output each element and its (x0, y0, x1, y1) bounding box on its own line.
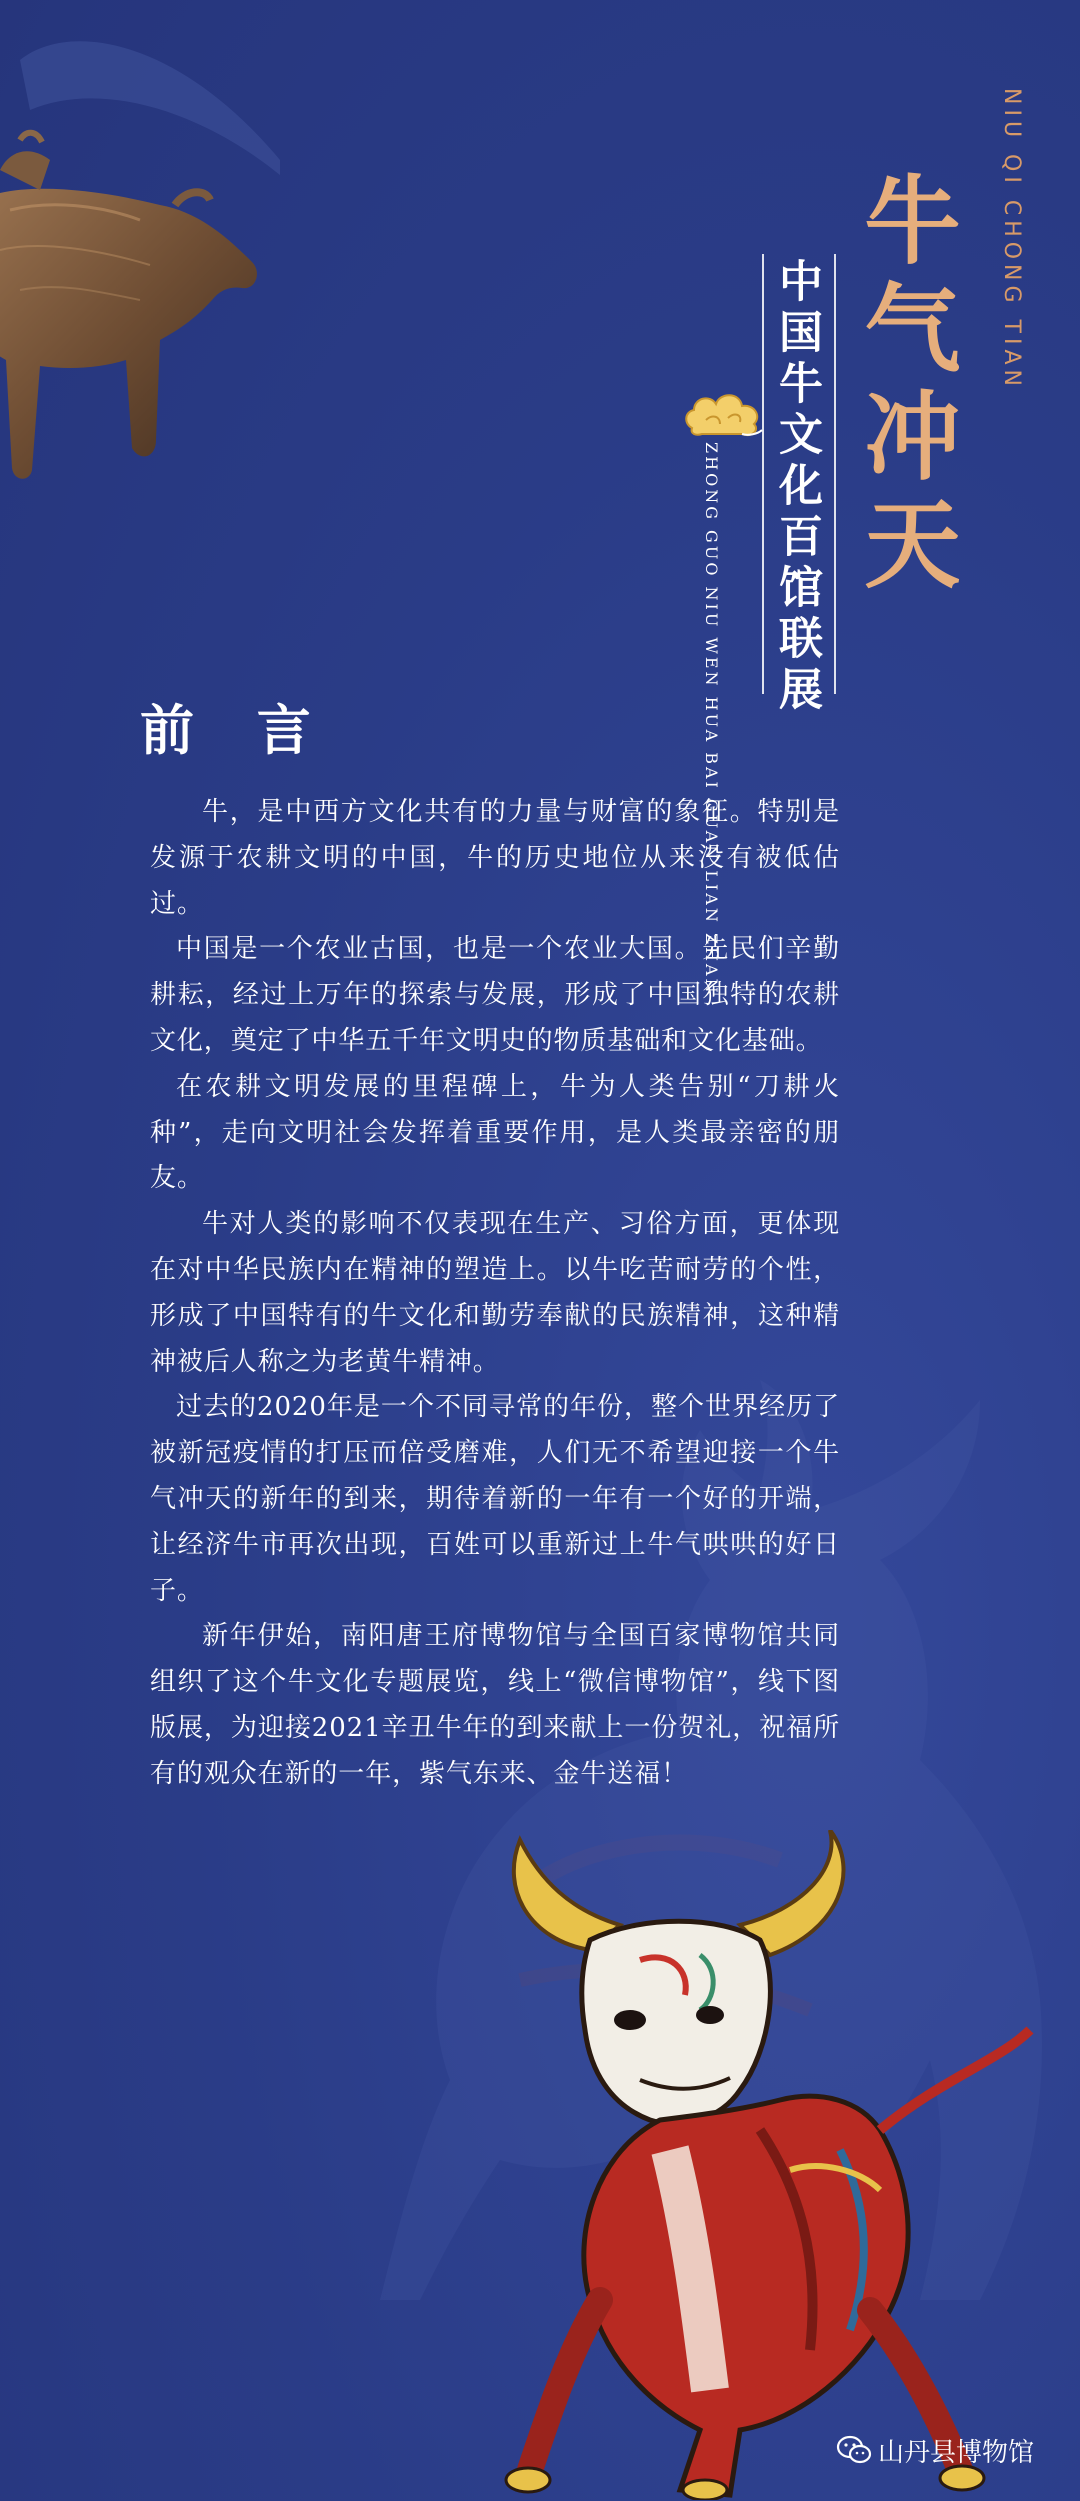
watermark-text: 山丹县博物馆 (878, 2437, 1035, 2468)
exhibition-subtitle: 中国牛文化百馆联展 (771, 258, 822, 717)
preface-paragraph-3: 在农耕文明发展的里程碑上，牛为人类告别“刀耕火种”，走向文明社会发挥着重要作用，是人类最亲密的朋友。 (150, 1071, 840, 1194)
preface-body (150, 790, 840, 1798)
account-watermark (836, 2430, 1034, 2470)
bronze-ox-vessel-image (0, 0, 300, 500)
preface-paragraph-4: 牛对人类的影响不仅表现在生产、习俗方面，更体现在对中华民族内在精神的塑造上。以牛吃苦耐劳的个性，形成了中国特有的牛文化和勤劳奉献的民族精神，这种精神被后人称之为老黄牛精神。 (150, 1209, 840, 1377)
title-pinyin: NIU QI CHONG TIAN (999, 88, 1024, 391)
subtitle-pinyin-line-1: ZHONG GUO NIU WEN HUA (702, 442, 721, 745)
wechat-icon (836, 2435, 872, 2465)
painted-ox-illustration (440, 1830, 1040, 2500)
preface-paragraph-2: 中国是一个农业古国，也是一个农业大国。先民们辛勤耕耘，经过上万年的探索与发展，形成了中国独特的农耕文化，奠定了中华五千年文明史的物质基础和文化基础。 (150, 934, 840, 1056)
preface-paragraph-5: 过去的2020年是一个不同寻常的年份，整个世界经历了被新冠疫情的打压而倍受磨难，人们无不希望迎接一个牛气冲天的新年的到来，期待着新的一年有一个好的开端，让经济牛市再次出现，百姓可以重新过上牛气哄哄的好日子。 (150, 1392, 840, 1606)
main-title: 牛气冲天 (849, 170, 962, 602)
preface-paragraph-6: 新年伊始，南阳唐王府博物馆与全国百家博物馆共同组织了这个牛文化专题展览，线上“微信博物馆”，线下图版展，为迎接2021辛丑牛年的到来献上一份贺礼，祝福所有的观众在新的一年，紫气东来、金牛送福！ (150, 1621, 840, 1789)
divider-line-right (834, 254, 836, 694)
divider-line-left (762, 254, 764, 694)
preface-paragraph-1: 牛，是中西方文化共有的力量与财富的象征。特别是发源于农耕文明的中国，牛的历史地位从来没有被低估过。 (150, 797, 840, 919)
cloud-ornament-icon (682, 384, 764, 440)
preface-heading: 前 言 (140, 698, 333, 762)
subtitle-pinyin-line-2: BAI GUAN LIAN ZHAN (702, 752, 721, 996)
